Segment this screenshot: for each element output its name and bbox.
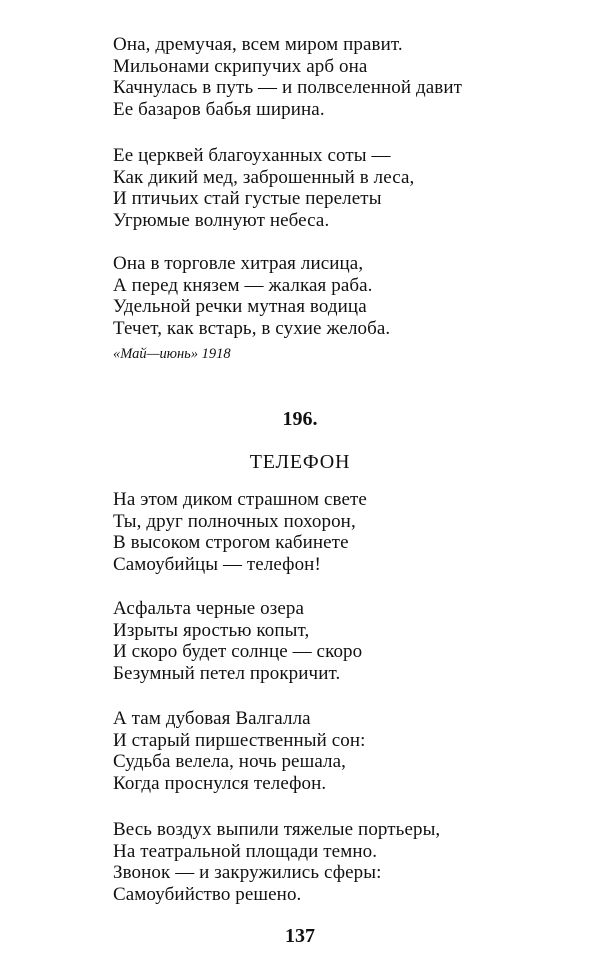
poem-line: Ты, друг полночных похорон, [113, 510, 356, 532]
poem-line: Судьба велела, ночь решала, [113, 751, 346, 772]
poem-line: Течет, как встарь, в сухие желоба. [113, 317, 391, 339]
poem-stanza-3 [113, 708, 543, 794]
previous-poem-stanza-3 [113, 253, 543, 339]
poem-line: Безумный петел прокричит. [113, 662, 341, 684]
poem-line: Она в торговле хитрая лисица, [113, 253, 364, 274]
poem-line: Удельной речки мутная водица [113, 296, 367, 317]
poem-line: Весь воздух выпили тяжелые портьеры, [113, 819, 441, 840]
previous-poem-stanza-2 [113, 145, 543, 231]
previous-poem-stanza-1 [113, 34, 543, 120]
poem-line: И скоро будет солнце — скоро [113, 641, 363, 662]
poem-line: Ее базаров бабья ширина. [113, 98, 325, 120]
poem-stanza-4 [113, 819, 543, 905]
poem-line: Самоубийцы — телефон! [113, 553, 321, 575]
poem-line: Качнулась в путь — и полвселенной давит [113, 77, 462, 98]
poem-line: Звонок — и закружились сферы: [113, 862, 382, 883]
poem-line: Мильонами скрипучих арб она [113, 55, 368, 77]
poem-line: Когда проснулся телефон. [113, 772, 327, 794]
poem-stanza-2 [113, 598, 543, 684]
poem-line: На театральной площади темно. [113, 840, 378, 862]
poem-line: И птичьих стай густые перелеты [113, 188, 382, 209]
poem-line: А перед князем — жалкая раба. [113, 274, 373, 296]
poem-number: 196. [282, 408, 318, 430]
poem-line: А там дубовая Валгалла [113, 708, 311, 729]
poem-title: ТЕЛЕФОН [249, 451, 351, 473]
poem-line: На этом диком страшном свете [113, 489, 367, 510]
poem-stanza-1 [113, 489, 543, 575]
poem-line: В высоком строгом кабинете [113, 532, 349, 553]
poem-line: Ее церквей благоуханных соты — [113, 145, 391, 166]
poem-line: И старый пиршественный сон: [113, 729, 366, 751]
poem-line: Изрыты яростью копыт, [113, 619, 310, 641]
page-number: 137 [285, 925, 315, 947]
poem-line: Она, дремучая, всем миром правит. [113, 34, 403, 55]
poem-line: Угрюмые волнуют небеса. [113, 209, 330, 231]
poem-date: «Май—июнь» 1918 [113, 346, 231, 362]
poem-line: Самоубийство решено. [113, 883, 302, 905]
poem-line: Как дикий мед, заброшенный в леса, [113, 166, 415, 188]
poem-line: Асфальта черные озера [113, 598, 305, 619]
